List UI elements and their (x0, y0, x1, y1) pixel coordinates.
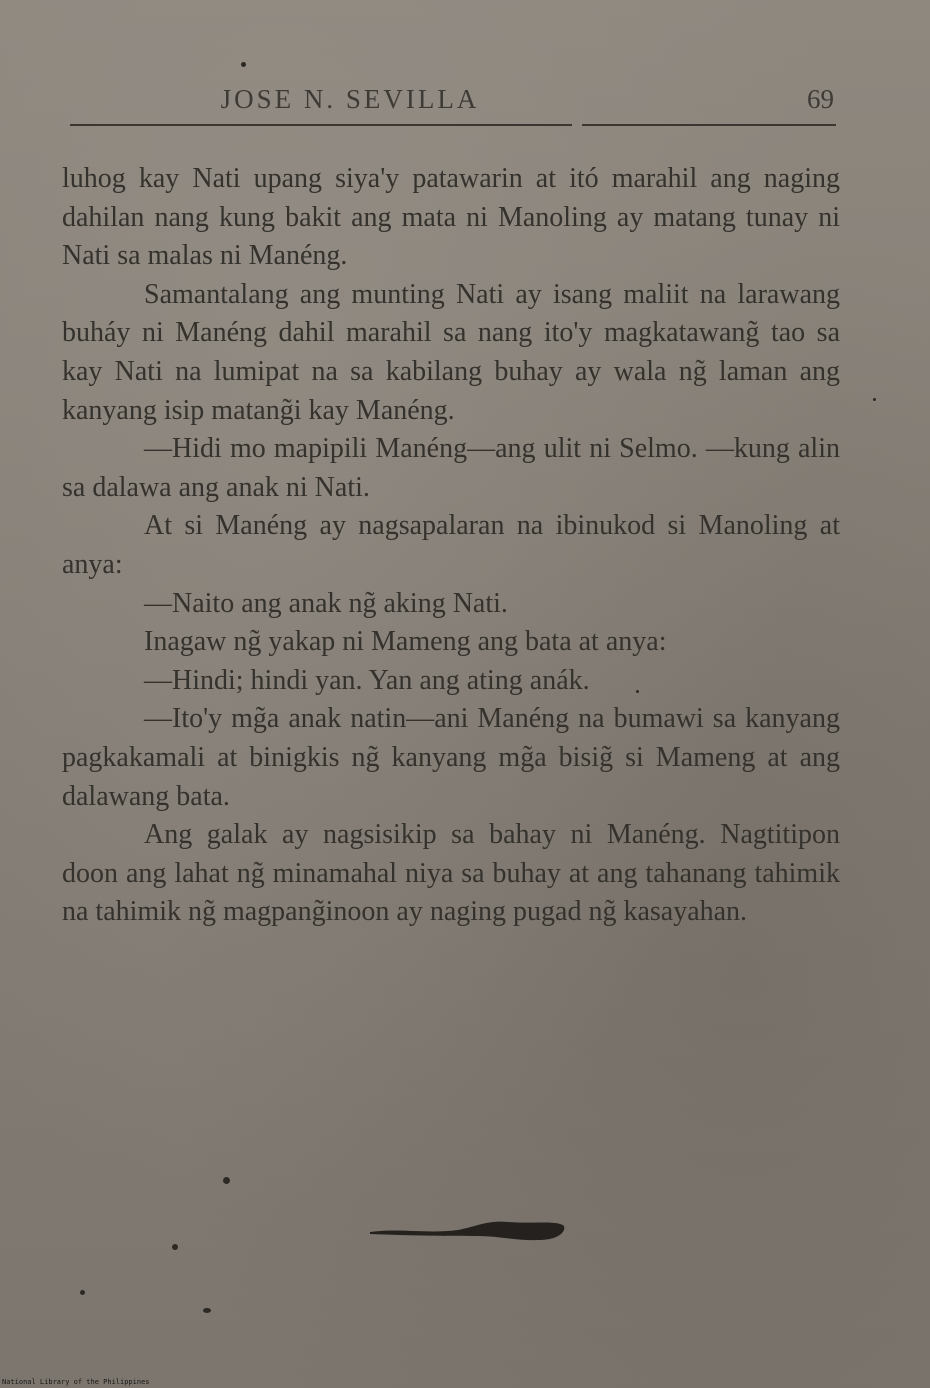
paragraph: At si Manéng ay nagsapalaran na ibinukod si Manoling at anya: (62, 510, 840, 580)
page-number: 69 (807, 84, 834, 114)
header-rule-right (582, 124, 836, 126)
paragraph: Samantalang ang munting Nati ay isang maliit na larawang buháy ni Manéng dahil marahil sa nang ito'y magkatawang̃ tao sa kay Nati na lumipat na sa kabilang buhay ay wala ng̃ laman ang kanyang isip matang̃i kay Manéng. (62, 278, 840, 426)
ink-speck (203, 1308, 211, 1313)
body-text (62, 160, 840, 932)
paragraph: Inagaw ng̃ yakap ni Mameng ang bata at anya: (144, 626, 667, 658)
paragraph: Ang galak ay nagsisikip sa bahay ni Manéng. Nagtitipon doon ang lahat ng̃ minamahal niya sa buhay at ang tahanang tahimik na tahimik ng̃ magpang̃inoon ay naging pugad ng̃ kasayahan. (62, 819, 840, 928)
footer-credit: National Library of the Philippines (2, 1378, 150, 1386)
end-ornament (368, 1214, 568, 1248)
ink-speck (223, 1177, 230, 1184)
paragraph: —Hidi mo mapipili Manéng—ang ulit ni Selmo. —kung alin sa dalawa ang anak ni Nati. (62, 433, 840, 503)
ink-speck (80, 1290, 85, 1295)
page-header (70, 84, 838, 128)
paragraph: —Hindi; hindi yan. Yan ang ating anák. (144, 664, 590, 696)
ink-speck (873, 398, 876, 401)
header-rule-left (70, 124, 572, 126)
paragraph: —Naito ang anak ng̃ aking Nati. (144, 587, 508, 619)
running-head: JOSE N. SEVILLA (220, 84, 480, 114)
paragraph: luhog kay Nati upang siya'y patawarin at itó marahil ang naging dahilan nang kung bakit ang mata ni Manoling ay matang tunay ni Nati sa malas ni Manéng. (62, 163, 840, 272)
paragraph: —Ito'y mg̃a anak natin—ani Manéng na bumawi sa kanyang pagkakamali at binigkis ng̃ kanyang mg̃a bisig̃ si Mameng at ang dalawang bata. (62, 703, 840, 812)
ink-speck (241, 62, 246, 67)
ink-speck (172, 1244, 178, 1250)
ink-speck (636, 690, 639, 693)
